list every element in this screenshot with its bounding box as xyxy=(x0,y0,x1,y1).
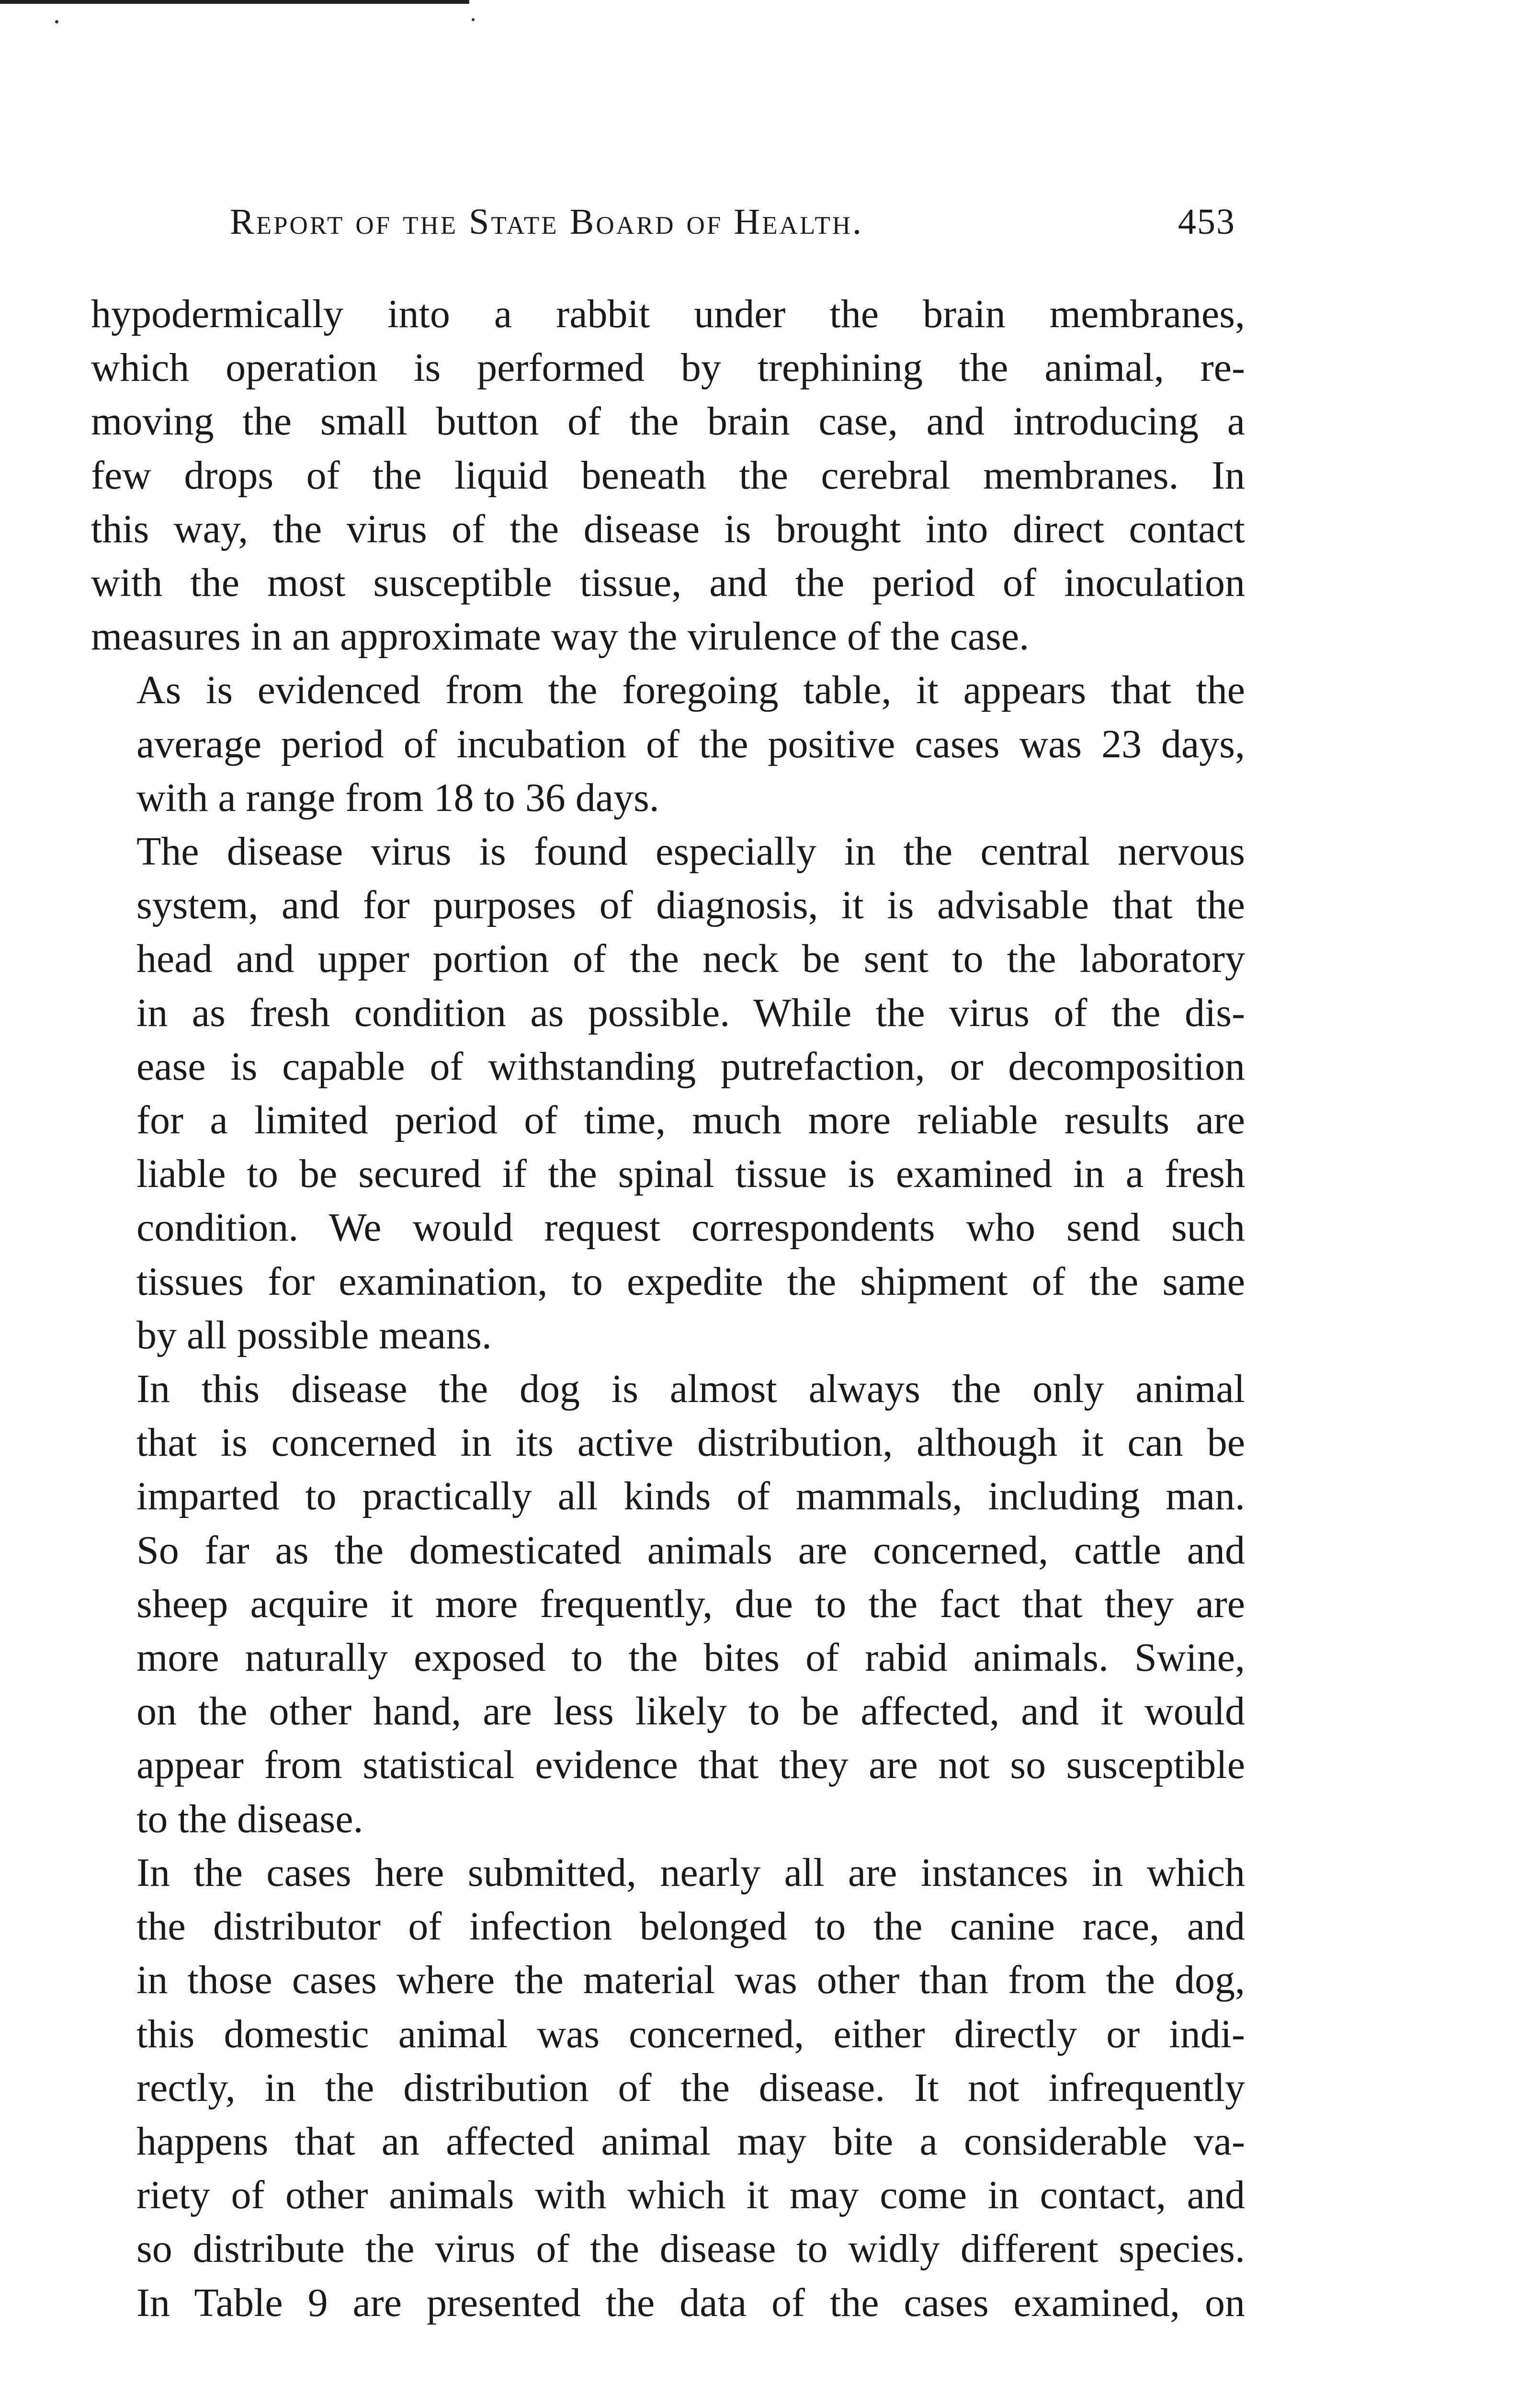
body-text xyxy=(91,287,1245,2330)
scan-speck xyxy=(472,18,475,21)
text-line: by all possible means. xyxy=(136,1312,492,1357)
text-line: the distributor of infection belonged to the canine race, and xyxy=(136,1904,1245,1949)
text-line: with a range from 18 to 36 days. xyxy=(136,775,659,820)
text-line: happens that an affected animal may bite a considerable va- xyxy=(136,2119,1245,2164)
text-line: for a limited period of time, much more reliable results are xyxy=(136,1098,1245,1143)
text-line: system, and for purposes of diagnosis, it is advisable that the xyxy=(136,883,1245,928)
text-line: liable to be secured if the spinal tissue is examined in a fresh xyxy=(136,1152,1245,1197)
text-line: In this disease the dog is almost always the only animal xyxy=(136,1367,1245,1412)
top-scan-rule xyxy=(0,0,469,4)
running-head xyxy=(230,201,1235,254)
text-line: ease is capable of withstanding putrefaction, or decomposition xyxy=(136,1044,1245,1089)
text-line: condition. We would request correspondents who send such xyxy=(136,1205,1245,1250)
scan-speck xyxy=(55,20,58,23)
text-line: In Table 9 are presented the data of the cases examined, on xyxy=(136,2280,1245,2325)
text-line: So far as the domesticated animals are concerned, cattle and xyxy=(136,1528,1245,1573)
text-line: with the most susceptible tissue, and the period of inoculation xyxy=(91,560,1245,605)
text-line: sheep acquire it more frequently, due to the fact that they are xyxy=(136,1581,1245,1626)
text-line: to the disease. xyxy=(136,1796,363,1841)
text-line: in as fresh condition as possible. While the virus of the dis- xyxy=(136,990,1245,1035)
text-line: this way, the virus of the disease is brought into direct contact xyxy=(91,506,1245,551)
text-line: As is evidenced from the foregoing table, it appears that the xyxy=(136,668,1245,713)
text-line: The disease virus is found especially in the central nervous xyxy=(136,829,1245,874)
text-line: head and upper portion of the neck be sent to the laboratory xyxy=(136,936,1245,981)
text-line: measures in an approximate way the virulence of the case. xyxy=(91,614,1030,659)
text-line: moving the small button of the brain case, and introducing a xyxy=(91,399,1245,444)
text-line: hypodermically into a rabbit under the brain membranes, xyxy=(91,292,1245,336)
text-line: rectly, in the distribution of the disease. It not infrequently xyxy=(136,2065,1245,2110)
text-line: In the cases here submitted, nearly all are instances in which xyxy=(136,1850,1245,1895)
text-line: appear from statistical evidence that they are not so susceptible xyxy=(136,1743,1245,1788)
text-line: average period of incubation of the positive cases was 23 days, xyxy=(136,721,1245,766)
text-line: few drops of the liquid beneath the cerebral membranes. In xyxy=(91,453,1245,498)
text-line: tissues for examination, to expedite the shipment of the same xyxy=(136,1259,1245,1304)
paragraph-1 xyxy=(91,287,1245,663)
paragraph-3 xyxy=(91,825,1245,1362)
text-line: on the other hand, are less likely to be affected, and it would xyxy=(136,1689,1245,1734)
text-line: more naturally exposed to the bites of rabid animals. Swine, xyxy=(136,1635,1245,1680)
running-head-title: Report of the State Board of Health. xyxy=(230,202,863,242)
text-line: in those cases where the material was other than from the dog, xyxy=(136,1958,1245,2003)
text-line: this domestic animal was concerned, either directly or indi- xyxy=(136,2011,1245,2056)
page-number: 453 xyxy=(1178,202,1235,242)
paragraph-2 xyxy=(91,663,1245,825)
text-line: which operation is performed by trephining the animal, re- xyxy=(91,345,1245,390)
paragraph-4 xyxy=(91,1362,1245,1846)
text-line: so distribute the virus of the disease to widly different species. xyxy=(136,2226,1245,2271)
text-line: imparted to practically all kinds of mammals, including man. xyxy=(136,1474,1245,1519)
paragraph-5 xyxy=(91,1846,1245,2330)
text-line: riety of other animals with which it may come in contact, and xyxy=(136,2173,1245,2218)
text-line: that is concerned in its active distribution, although it can be xyxy=(136,1420,1245,1465)
